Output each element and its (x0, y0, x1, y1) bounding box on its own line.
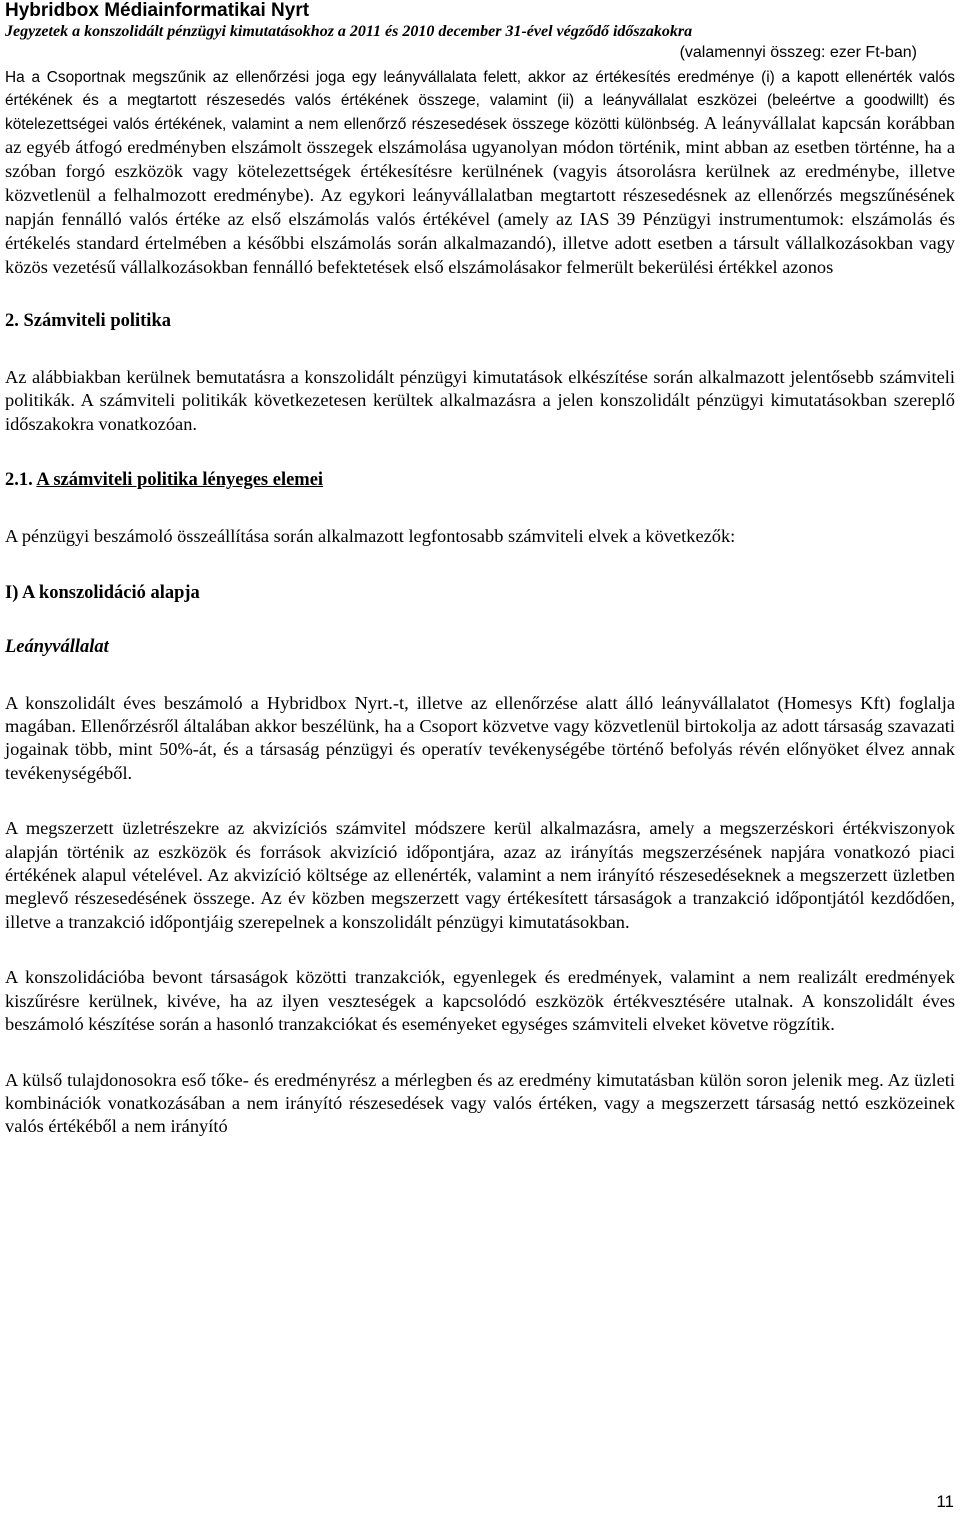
section-2-1-paragraph: A pénzügyi beszámoló összeállítása során alkalmazott legfontosabb számviteli elvek a következők: (5, 526, 736, 547)
subsidiary-paragraph-1: A konszolidált éves beszámoló a Hybridbox Nyrt.-t, illetve az ellenőrzése alatt álló leányvállalatot (Homesys Kft) foglalja magában. Ellenőrzésről általában akkor beszélünk, ha a Csoport közvetve vagy közvetlenül birtokolja az adott társaság szavazati jogainak több, mint 50%-át, és a társaság pénzügyi és operatív tevékenységébe történő befolyás révén előnyöket élvez annak tevékenységéből. (5, 692, 955, 783)
section-2-title: Számviteli politika (23, 311, 171, 331)
subsidiary-paragraph-2: A megszerzett üzletrészekre az akvizíciós számvitel módszere kerül alkalmazásra, amely a megszerzéskori értékviszonyok alapján történik az eszközök és források akvizíció időpontjára, azaz az irányítás megszerzésének napjára vonatkozó piaci értékének alapul vételével. Az akvizíció költsége az ellenérték, valamint a nem irányító részesedéseknek a megszerzett üzletben meglevő részesedésének összege. Az év közben megszerzett vagy értékesített társaságok a tranzakció időpontjától kezdődően, illetve a tranzakció időpontjáig szerepelnek a konszolidált pénzügyi kimutatásokban. (5, 818, 955, 932)
section-2-paragraph: Az alábbiakban kerülnek bemutatásra a konszolidált pénzügyi kimutatások elkészítése során alkalmazott jelentősebb számviteli politikák. A számviteli politikák következetesen kerültek alkalmazásra a jelen konszolidált pénzügyi kimutatásokban szereplő időszakokra vonatkozóan. (5, 367, 955, 434)
unit-note: (valamennyi összeg: ezer Ft-ban) (679, 44, 917, 61)
intro-part-2: A leányvállalat kapcsán korábban az egyéb átfogó eredményben elszámolt összegek elszámolása ugyanolyan módon történik, mint abban az esetben történne, ha a szóban forgó eszközök vagy kötelezettségek értékesítésre kerülnének (vagyis átsorolásra kerülnek az eredménybe, illetve közvetlenül a felhalmozott eredménybe). (5, 113, 956, 205)
intro-paragraph (5, 66, 955, 280)
section-I-heading: I) A konszolidáció alapja (5, 582, 200, 603)
section-2-1-number: 2.1. (5, 470, 33, 491)
intro-part-1: Ha a Csoportnak megszűnik az ellenőrzési joga egy leányvállalata felett, akkor az értékesítés eredménye (i) a kapott ellenérték valós értékének és a megtartott részesedés valós értékének összege, valamint (ii) a leányvállalat eszközei (beleértve a goodwillt) és kötelezettségei valós értékének, valamint a nem ellenőrző részesedések összege közötti különbség. (5, 69, 955, 133)
subsidiary-paragraph-3: A konszolidációba bevont társaságok közötti tranzakciók, egyenlegek és eredmények, valamint a nem realizált eredmények kiszűrésre kerülnek, kivéve, ha az ilyen veszteségek a kapcsolódó eszközök értékvesztésére utalnak. A konszolidált éves beszámoló készítése során a hasonló tranzakciókat és eseményeket egységes számviteli elveket követve rögzítik. (5, 967, 955, 1035)
section-2-heading (5, 310, 955, 333)
subsidiary-paragraph-4: A külső tulajdonosokra eső tőke- és eredményrész a mérlegben és az eredmény kimutatásban külön soron jelenik meg. Az üzleti kombinációk vonatkozásában a nem irányító részesedések vagy valós értéken, vagy a megszerzett társaság nettó eszközeinek valós értékéből a nem irányító (5, 1069, 955, 1137)
subsidiary-subheading: Leányvállalat (5, 636, 109, 657)
section-2-1-heading (5, 469, 955, 492)
company-name: Hybridbox Médiainformatikai Nyrt (5, 0, 310, 21)
intro-part-3: Az egykori leányvállalatban megtartott részesedésnek az ellenőrzés megszűnésének napján fennálló valós értéke az első elszámolás valós értékével (amely az IAS 39 Pénzügyi instrumentumok: elszámolás és értékelés standard értelmében a későbbi elszámolás során alkalmazandó), illetve adott esetben a társult vállalkozásokban vagy közös vezetésű vállalkozásokban fennálló befektetések első elszámolásakor felmerült bekerülési értékkel azonos (5, 185, 955, 277)
document-subtitle: Jegyzetek a konszolidált pénzügyi kimutatásokhoz a 2011 és 2010 december 31-ével végződő időszakokra (5, 23, 693, 40)
section-2-number: 2. (5, 311, 19, 331)
section-2-1-title: A számviteli politika lényeges elemei (36, 470, 324, 491)
page-number: 11 (936, 1492, 954, 1511)
document-page (5, 0, 955, 1139)
